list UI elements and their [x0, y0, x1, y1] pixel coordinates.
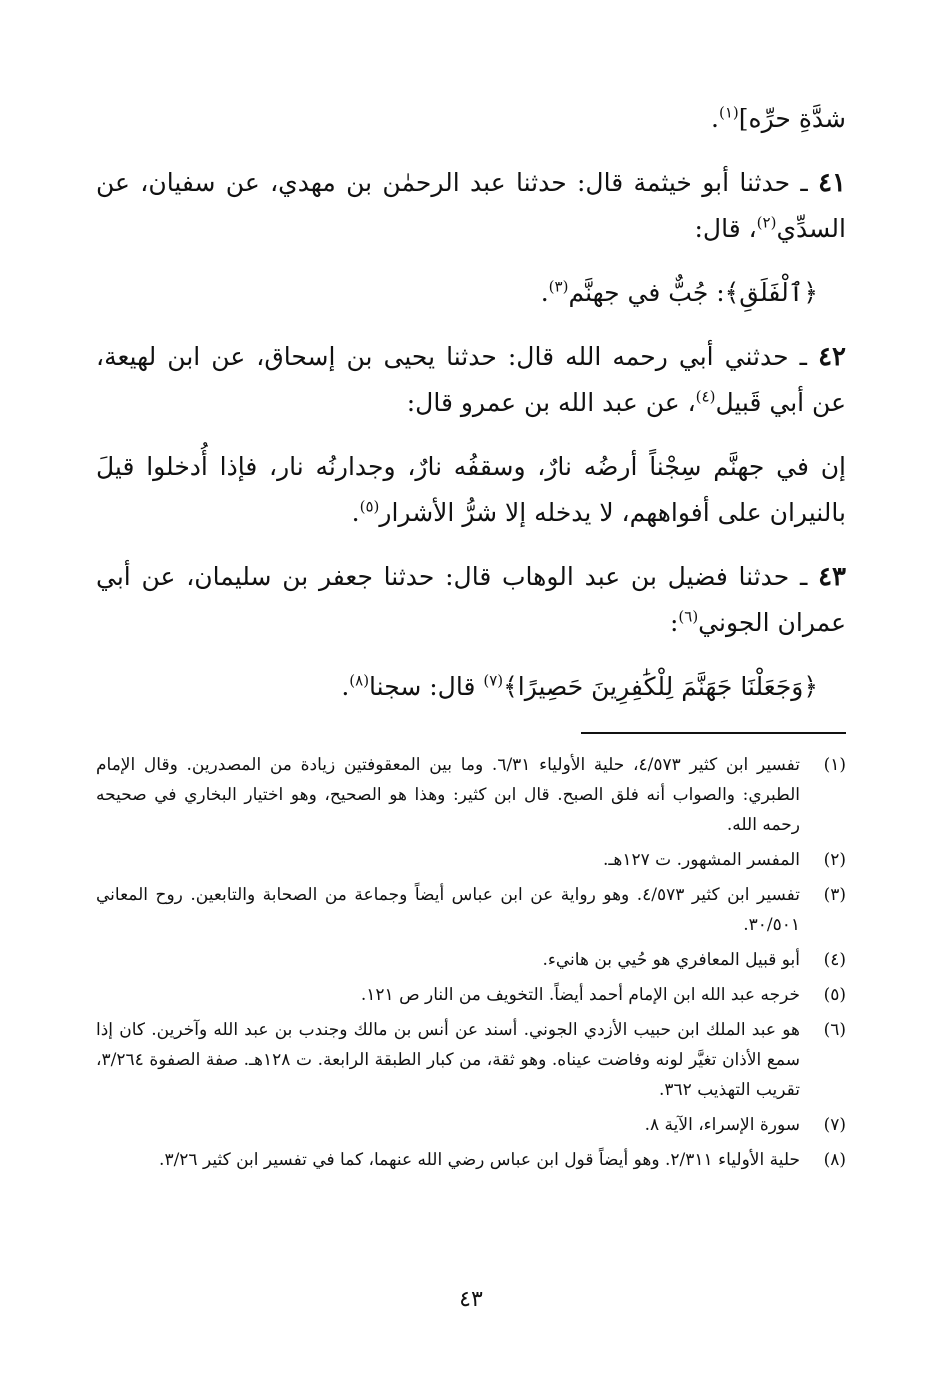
- hadith-number-43: ٤٣: [818, 562, 846, 592]
- footnote-text: تفسير ابن كثير ٤/٥٧٣، حلية الأولياء ٦/٣١. وما بين المعقوفتين زيادة من المصدرين. وقال الإمام الطبري: والصواب أنه فلق الصبح. قال ابن كثير: وهذا هو الصحيح، وهو اختيار البخاري في صحيحه رحمه الله.: [96, 755, 800, 835]
- hadith-42-chain: [96, 334, 846, 426]
- hadith-number-42: ٤٢: [818, 342, 846, 372]
- footnote-5: [96, 980, 846, 1010]
- text: ـ حدثنا أبو خيثمة قال: حدثنا عبد الرحمٰن بن مهدي، عن سفيان، عن السدِّي: [96, 168, 846, 243]
- text: شدَّةِ حرِّه]: [738, 104, 846, 133]
- footnote-number: (٨): [823, 1150, 846, 1170]
- text: ـ حدثنا فضيل بن عبد الوهاب قال: حدثنا جعفر بن سليمان، عن أبي عمران الجوني: [96, 562, 846, 637]
- footnote-ref-6: (٦): [678, 607, 699, 626]
- hadith-number-41: ٤١: [818, 168, 846, 198]
- footnote-number: (١): [823, 755, 846, 775]
- footnote-text: تفسير ابن كثير ٤/٥٧٣. وهو رواية عن ابن عباس أيضاً وجماعة من الصحابة والتابعين. روح المعاني ٣٠/٥٠١.: [96, 885, 800, 935]
- text: ، عن عبد الله بن عمرو قال:: [406, 388, 696, 417]
- footnote-number: (٢): [823, 850, 846, 870]
- text: .: [540, 278, 549, 307]
- footnote-2: [96, 845, 846, 875]
- footnote-ref-8: (٨): [349, 671, 370, 690]
- footnote-4: [96, 945, 846, 975]
- footnote-number: (٧): [823, 1115, 846, 1135]
- hadith-42-text: [96, 444, 846, 536]
- footnote-text: هو عبد الملك ابن حبيب الأزدي الجوني. أسند عن أنس بن مالك وجندب بن عبد الله وآخرين. كان إذا سمع الأذان تغيَّر لونه وفاضت عيناه. وهو ثقة، من كبار الطبقة الرابعة. ت ١٢٨هـ. صفة الصفوة ٣/٢٦٤، تقريب التهذيب ٣٦٢.: [96, 1020, 800, 1100]
- text: .: [711, 104, 719, 133]
- footnote-6: [96, 1015, 846, 1105]
- footnote-text: حلية الأولياء ٢/٣١١. وهو أيضاً قول ابن عباس رضي الله عنهما، كما في تفسير ابن كثير ٣/٢٦.: [159, 1150, 800, 1170]
- footnote-text: خرجه عبد الله ابن الإمام أحمد أيضاً. التخويف من النار ص ١٢١.: [360, 985, 800, 1005]
- footnote-ref-5: (٥): [359, 497, 380, 516]
- footnote-1: [96, 750, 846, 840]
- footnote-3: [96, 880, 846, 940]
- footnote-divider: [581, 732, 846, 734]
- footnotes: [96, 750, 846, 1175]
- hadith-43-chain: [96, 554, 846, 646]
- footnote-number: (٣): [823, 885, 846, 905]
- text: قال: سجنا: [369, 672, 484, 701]
- text: ﴿ٱلْفَلَقِ﴾: جُبٌّ في جهنَّم: [568, 278, 818, 307]
- footnote-text: سورة الإسراء، الآية ٨.: [644, 1115, 800, 1135]
- footnote-ref-7: (٧): [483, 671, 504, 690]
- text: ـ حدثني أبي رحمه الله قال: حدثنا يحيى بن إسحاق، عن ابن لهيعة، عن أبي قَبيل: [96, 342, 846, 417]
- text: .: [351, 498, 360, 527]
- hadith-41-chain: [96, 160, 846, 252]
- paragraph-continuation: [96, 96, 846, 142]
- text: إن في جهنَّم سِجْناً أرضُه نارٌ، وسقفُه نارٌ، وجدارنُه نار، فإذا أُدخلوا قيلَ بالنيران على أفواههم، لا يدخله إلا شرُّ الأشرار: [96, 452, 846, 527]
- text: .: [341, 672, 350, 701]
- text: :: [669, 608, 679, 637]
- hadith-41-text: [96, 270, 846, 316]
- footnote-ref-1: (١): [719, 103, 739, 122]
- footnote-ref-3: (٣): [548, 277, 569, 296]
- footnote-number: (٦): [823, 1020, 846, 1040]
- hadith-43-text: [96, 664, 846, 710]
- footnote-text: أبو قبيل المعافري هو حُيي بن هانيء.: [542, 950, 800, 970]
- footnote-number: (٤): [823, 950, 846, 970]
- main-text: [96, 96, 846, 710]
- footnote-8: [96, 1145, 846, 1175]
- text: ﴿وَجَعَلْنَا جَهَنَّمَ لِلْكَٰفِرِينَ حَصِيرًا﴾: [503, 672, 818, 701]
- page-number: ٤٣: [459, 1287, 483, 1312]
- footnote-text: المفسر المشهور. ت ١٢٧هـ.: [603, 850, 800, 870]
- footnote-ref-2: (٢): [756, 213, 777, 232]
- footnote-ref-4: (٤): [695, 387, 716, 406]
- page-body: [96, 96, 846, 1180]
- footnote-7: [96, 1110, 846, 1140]
- text: ، قال:: [694, 214, 757, 243]
- footnote-number: (٥): [823, 985, 846, 1005]
